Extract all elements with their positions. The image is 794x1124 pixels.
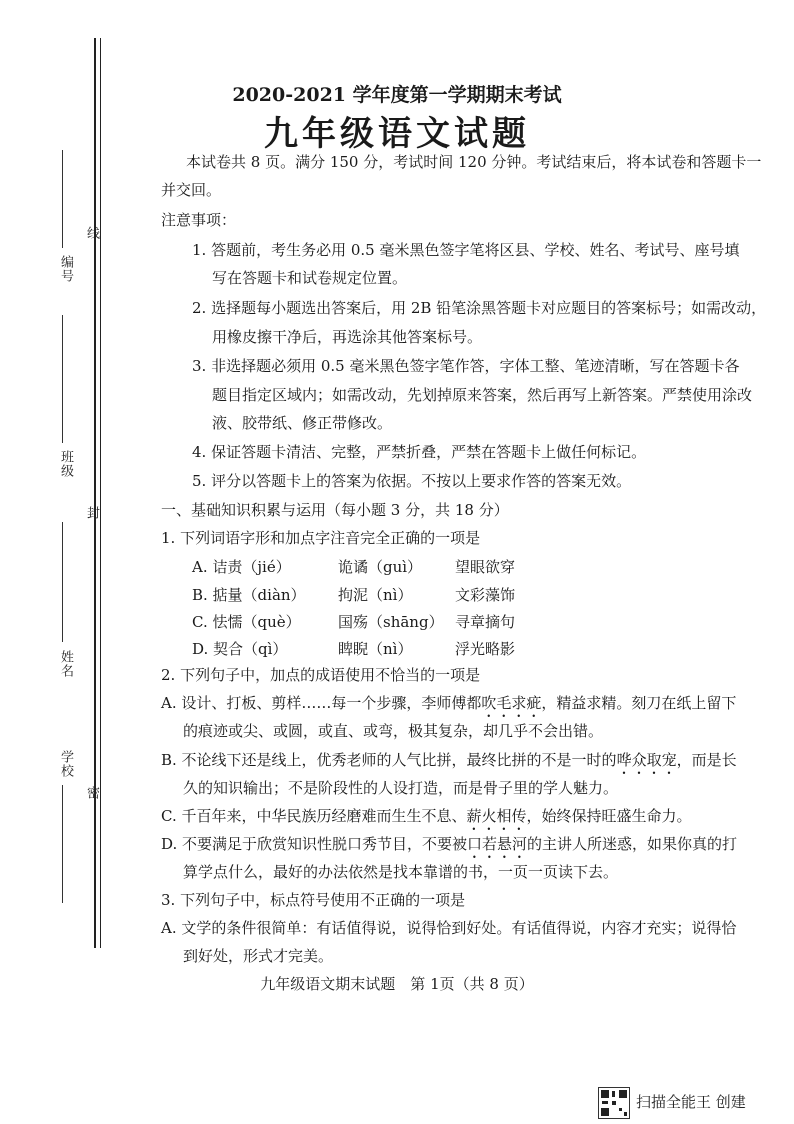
q1-option-a-3: 望眼欲穿 (455, 558, 516, 576)
q2-option-a-line-1 (161, 693, 736, 721)
notice-line: 4. 保证答题卡清洁、完整，严禁折叠，严禁在答题卡上做任何标记。 (192, 443, 647, 461)
q2-option-b-line-2: 久的知识输出；不是阶段性的人设打造，而是骨子里的学人魅力。 (183, 779, 619, 797)
label-xingming: 姓名 (58, 650, 73, 678)
fill-line-banji (62, 315, 63, 443)
notice-line: 5. 评分以答题卡上的答案为依据。不按以上要求作答的答案无效。 (192, 472, 632, 490)
notice-line: 题目指定区域内；如需改动，先划掉原来答案，然后再写上新答案。严禁使用涂改 (212, 386, 753, 404)
q2-option-a-line-2: 的痕迹或尖、或圆，或直、或弯，极其复杂，却几乎不会出错。 (183, 722, 604, 740)
notice-line: 2. 选择题每小题选出答案后，用 2B 铅笔涂黑答题卡对应题目的答案标号；如需改动， (192, 299, 767, 317)
notice-line: 液、胶带纸、修正带修改。 (212, 414, 393, 432)
q1-option-b-2: 拘泥（nì） (338, 586, 413, 604)
notice-line: 3. 非选择题必须用 0.5 毫米黑色签字笔作答，字体工整、笔迹清晰，写在答题卡各 (192, 357, 740, 375)
label-banji: 班级 (58, 450, 73, 478)
q2-d-text: D. 不要满足于欣赏知识性脱口秀节目，不要被 (161, 835, 468, 853)
q1-option-a-2: 诡谲（guì） (338, 558, 423, 576)
q2-option-c-line-1 (161, 806, 692, 834)
label-xuexiao: 学校 (58, 750, 73, 778)
q1-option-d-3: 浮光略影 (455, 640, 516, 658)
intro-line-2: 并交回。 (161, 181, 222, 199)
binding-line-outer (94, 38, 96, 948)
margin-feng: 封 (84, 506, 99, 520)
q2-c-text: ，始终保持旺盛生命力。 (526, 807, 692, 825)
q3-option-a-line-1: A. 文学的条件很简单：有话值得说，说得恰到好处。有话值得说，内容才充实；说得恰 (161, 919, 737, 937)
fill-line-xuexiao (62, 785, 63, 903)
section-heading: 一、基础知识积累与运用（每小题 3 分，共 18 分） (161, 501, 509, 519)
q2-option-b-line-1 (161, 750, 737, 778)
q2-b-text: ，而是长 (676, 751, 737, 769)
question-2-stem: 2. 下列句子中，加点的成语使用不恰当的一项是 (161, 666, 481, 684)
notice-heading: 注意事项： (161, 211, 237, 229)
fill-line-xingming (62, 522, 63, 642)
q2-c-text: C. 千百年来，中华民族历经磨难而生生不息、 (161, 807, 467, 825)
binding-line-inner (100, 38, 101, 948)
qr-code-icon (598, 1087, 630, 1119)
margin-mi: 密 (84, 786, 99, 800)
q2-option-d-line-1 (161, 834, 737, 862)
q1-option-c-2: 国殇（shāng） (338, 613, 444, 631)
q2-d-idiom: 口若悬河 (467, 835, 528, 853)
q1-option-d-1: D. 契合（qì） (192, 640, 288, 658)
q2-d-text: 的主讲人所迷惑，如果你真的打 (527, 835, 738, 853)
page-footer: 九年级语文期末试题 第 1页（共 8 页） (260, 975, 534, 993)
q1-option-d-2: 睥睨（nì） (338, 640, 413, 658)
scanner-watermark: 扫描全能王 创建 (636, 1093, 746, 1111)
q2-a-text: ，精益求精。刻刀在纸上留下 (541, 694, 737, 712)
q1-option-c-1: C. 怯懦（què） (192, 613, 301, 631)
q2-c-idiom: 薪火相传 (466, 807, 527, 825)
fill-line-bianhao (62, 150, 63, 248)
margin-xian: 线 (84, 226, 99, 240)
notice-line: 用橡皮擦干净后，再选涂其他答案标号。 (212, 328, 483, 346)
q3-option-a-line-2: 到好处，形式才完美。 (183, 947, 334, 965)
q1-option-b-3: 文彩藻饰 (455, 586, 516, 604)
page-title: 九年级语文试题 (264, 114, 530, 154)
question-1-stem: 1. 下列词语字形和加点字注音完全正确的一项是 (161, 529, 481, 547)
q2-b-idiom: 哗众取宠 (616, 751, 677, 769)
exam-year: 2020-2021 学年度第一学期期末考试 (232, 84, 562, 106)
q1-option-b-1: B. 掂量（diàn） (192, 586, 306, 604)
notice-line: 写在答题卡和试卷规定位置。 (212, 269, 408, 287)
q1-option-c-3: 寻章摘句 (455, 613, 516, 631)
q2-option-d-line-2: 算学点什么，最好的办法依然是找本靠谱的书，一页一页读下去。 (183, 863, 619, 881)
q2-b-text: B. 不论线下还是线上，优秀老师的人气比拼，最终比拼的不是一时的 (161, 751, 617, 769)
q2-a-text: A. 设计、打板、剪样……每一个步骤，李师傅都 (161, 694, 482, 712)
notice-line: 1. 答题前，考生务必用 0.5 毫米黑色签字笔将区县、学校、姓名、考试号、座号填 (192, 241, 740, 259)
intro-line-1: 本试卷共 8 页。满分 150 分，考试时间 120 分钟。考试结束后，将本试卷和答题卡一 (186, 153, 762, 171)
q1-option-a-1: A. 诘责（jié） (192, 558, 291, 576)
q2-a-idiom: 吹毛求疵 (481, 694, 542, 712)
question-3-stem: 3. 下列句子中，标点符号使用不正确的一项是 (161, 891, 466, 909)
label-bianhao: 编号 (58, 255, 73, 283)
